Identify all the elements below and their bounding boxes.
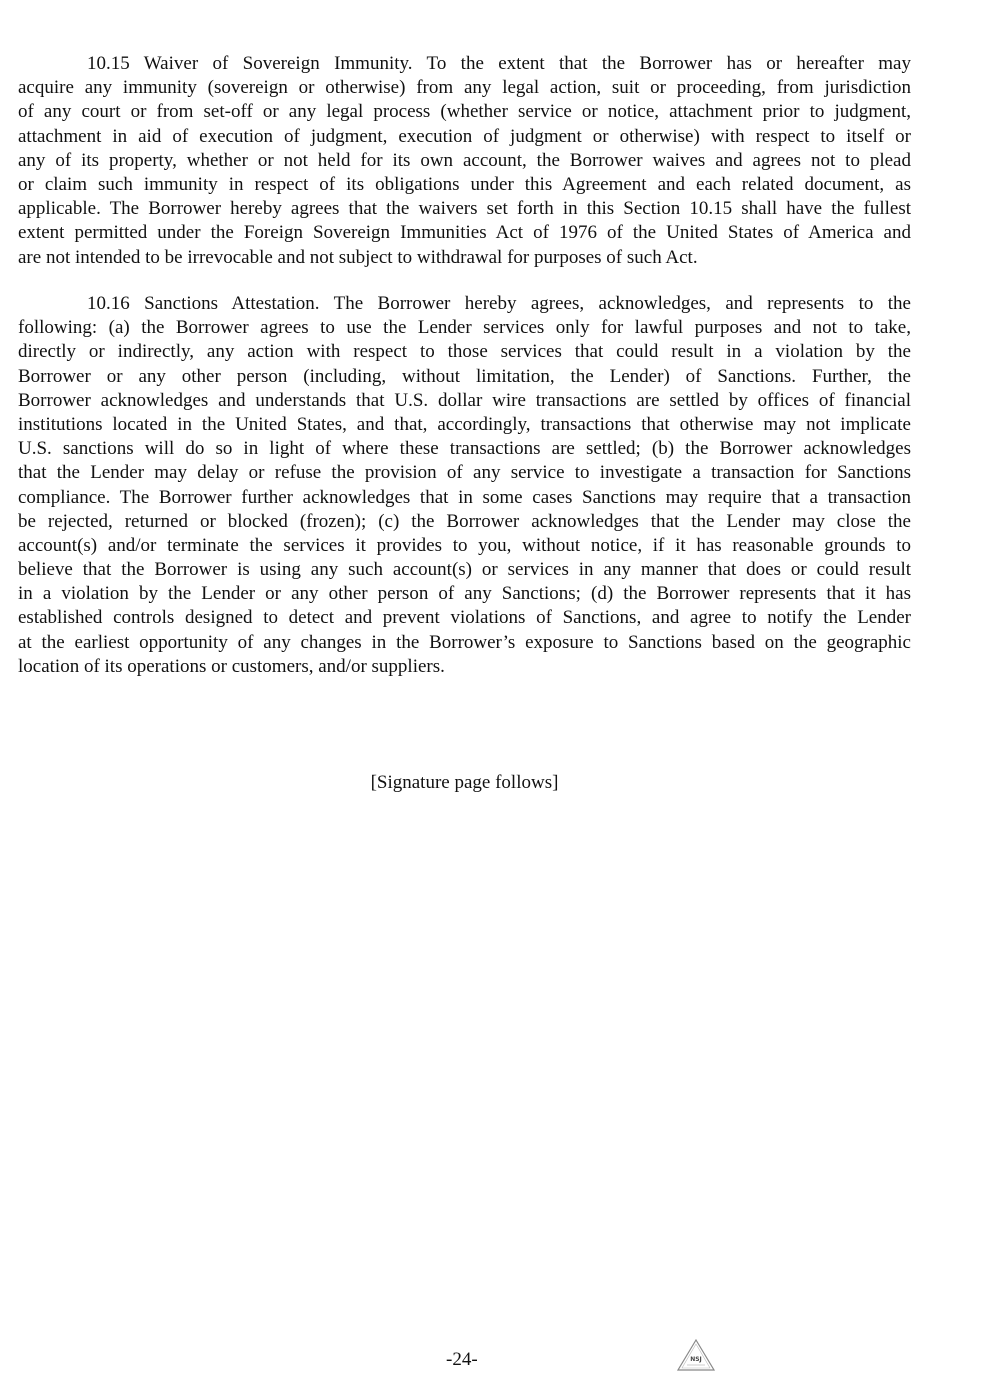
text-line: believe that the Borrower is using any such account(s) or services in any manner that does or could result [18, 559, 911, 581]
signature-page-note: [Signature page follows] [370, 772, 559, 793]
text-line: of any court or from set-off or any legal process (whether service or notice, attachment prior to judgment, [18, 101, 911, 123]
text-line: any of its property, whether or not held for its own account, the Borrower waives and agrees not to plead [18, 149, 911, 171]
svg-text:NSJ: NSJ [690, 1356, 702, 1363]
text-line: attachment in aid of execution of judgment, execution of judgment or otherwise) with respect to itself or [18, 125, 911, 147]
text-line: Borrower or any other person (including, without limitation, the Lender) of Sanctions. Further, the [18, 365, 911, 387]
text-line: 10.16 Sanctions Attestation. The Borrower hereby agrees, acknowledges, and represents to the [87, 293, 911, 314]
text-line: or claim such immunity in respect of its obligations under this Agreement and each related document, as [18, 173, 911, 195]
page-number: -24- [446, 1349, 478, 1370]
text-line: be rejected, returned or blocked (frozen); (c) the Borrower acknowledges that the Lender may close the [18, 510, 911, 532]
text-line: are not intended to be irrevocable and not subject to withdrawal for purposes of such Act. [18, 246, 698, 268]
text-line: applicable. The Borrower hereby agrees that the waivers set forth in this Section 10.15 shall have the fullest [18, 198, 911, 220]
text-line: following: (a) the Borrower agrees to use the Lender services only for lawful purposes and not to take, [18, 317, 911, 339]
section-10-16 [18, 292, 911, 679]
text-line: location of its operations or customers, and/or suppliers. [18, 655, 445, 677]
text-line: compliance. The Borrower further acknowledges that in some cases Sanctions may require that a transaction [18, 486, 911, 508]
text-line: acquire any immunity (sovereign or otherwise) from any legal action, suit or proceeding, from jurisdiction [18, 77, 911, 99]
text-line: U.S. sanctions will do so in light of where these transactions are settled; (b) the Borrower acknowledges [18, 438, 911, 460]
text-line: in a violation by the Lender or any other person of any Sanctions; (d) the Borrower represents that it has [18, 583, 911, 605]
text-line: 10.15 Waiver of Sovereign Immunity. To the extent that the Borrower has or hereafter may [87, 53, 911, 74]
section-10-15 [18, 52, 911, 270]
text-line: Borrower acknowledges and understands that U.S. dollar wire transactions are settled by offices of financial [18, 389, 911, 411]
text-line: at the earliest opportunity of any changes in the Borrower’s exposure to Sanctions based on the geographic [18, 631, 911, 653]
text-line: extent permitted under the Foreign Sovereign Immunities Act of 1976 of the United States of America and [18, 222, 911, 244]
text-line: institutions located in the United States, and that, accordingly, transactions that otherwise may not implicate [18, 413, 911, 435]
text-line: established controls designed to detect and prevent violations of Sanctions, and agree to notify the Lender [18, 607, 911, 629]
text-line: that the Lender may delay or refuse the provision of any service to investigate a transaction for Sanctions [18, 462, 911, 484]
text-line: account(s) and/or terminate the services it provides to you, without notice, if it has reasonable grounds to [18, 534, 911, 556]
logo-icon [676, 1338, 716, 1372]
text-line: directly or indirectly, any action with respect to those services that could result in a violation by the [18, 341, 911, 363]
